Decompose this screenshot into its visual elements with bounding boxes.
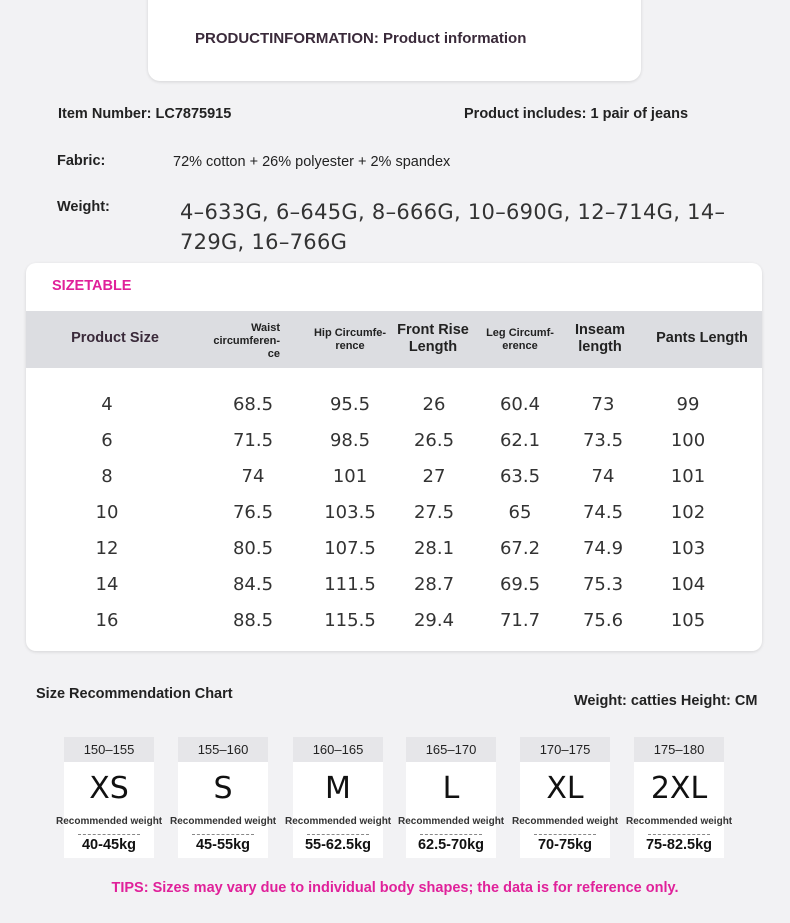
size-card-xl xyxy=(512,737,619,858)
size-letter: L xyxy=(442,771,460,806)
size-weight-range: 40-45kg xyxy=(81,837,136,853)
size-card-xs xyxy=(56,737,163,858)
table-cell-waist: 68.5 xyxy=(232,394,274,415)
size-card-body xyxy=(398,762,505,858)
table-cell-leg: 65 xyxy=(508,502,532,523)
table-cell-waist: 84.5 xyxy=(232,574,274,595)
size-height-range: 170–175 xyxy=(520,737,610,762)
fabric-label: Fabric: xyxy=(57,153,106,169)
size-height-range: 175–180 xyxy=(634,737,724,762)
header-waist: Waist circumferen-ce xyxy=(213,322,280,360)
size-height-range: 150–155 xyxy=(64,737,154,762)
size-card-2xl xyxy=(626,737,733,858)
size-weight-range: 70-75kg xyxy=(537,837,592,853)
table-cell-inseam: 74.5 xyxy=(582,502,624,523)
recommended-weight-label: Recommended weight xyxy=(626,816,733,827)
size-letter: XS xyxy=(89,771,129,806)
size-card-l xyxy=(398,737,505,858)
size-weight-range: 45-55kg xyxy=(195,837,250,853)
table-cell-leg: 69.5 xyxy=(499,574,541,595)
table-cell-rise: 27.5 xyxy=(413,502,455,523)
recommended-weight-label: Recommended weight xyxy=(398,816,505,827)
size-card-body xyxy=(626,762,733,858)
recommended-weight-label: Recommended weight xyxy=(285,816,392,827)
table-cell-hip: 101 xyxy=(332,466,368,487)
size-table-header xyxy=(26,311,762,368)
product-info-title xyxy=(195,30,526,47)
table-cell-hip: 107.5 xyxy=(324,538,376,559)
table-cell-hip: 98.5 xyxy=(329,430,371,451)
tips-text: TIPS: Sizes may vary due to individual body shapes; the data is for reference only. xyxy=(111,880,679,896)
size-card-m xyxy=(285,737,392,858)
table-cell-size: 16 xyxy=(95,610,119,631)
dashed-divider xyxy=(420,834,482,835)
header-pants-length: Pants Length xyxy=(656,330,748,346)
table-cell-hip: 115.5 xyxy=(324,610,376,631)
size-height-range: 160–165 xyxy=(293,737,383,762)
dashed-divider xyxy=(192,834,254,835)
recommendation-units: Weight: catties Height: CM xyxy=(574,693,758,709)
table-cell-inseam: 73.5 xyxy=(582,430,624,451)
product-includes-value: 1 pair of jeans xyxy=(590,106,689,122)
size-weight-range: 55-62.5kg xyxy=(304,837,372,853)
recommended-weight-label: Recommended weight xyxy=(56,816,163,827)
product-includes-label: Product includes: xyxy=(464,106,587,122)
size-card-body xyxy=(56,762,163,858)
table-cell-size: 8 xyxy=(101,466,113,487)
table-cell-pants: 102 xyxy=(670,502,706,523)
table-cell-pants: 104 xyxy=(670,574,706,595)
recommended-weight-label: Recommended weight xyxy=(170,816,277,827)
table-cell-leg: 63.5 xyxy=(499,466,541,487)
table-cell-inseam: 75.6 xyxy=(582,610,624,631)
weight-value: 4–633G, 6–645G, 8–666G, 10–690G, 12–714G, 14–729G, 16–766G xyxy=(180,200,726,254)
size-card-body xyxy=(285,762,392,858)
table-cell-leg: 60.4 xyxy=(499,394,541,415)
size-height-range: 165–170 xyxy=(406,737,496,762)
recommended-weight-label: Recommended weight xyxy=(512,816,619,827)
dashed-divider xyxy=(534,834,596,835)
table-cell-size: 6 xyxy=(101,430,113,451)
size-card-s xyxy=(170,737,277,858)
header-front-rise: Front Rise Length xyxy=(397,322,469,355)
table-cell-waist: 74 xyxy=(241,466,265,487)
table-cell-leg: 71.7 xyxy=(499,610,541,631)
size-letter: 2XL xyxy=(650,771,708,806)
table-cell-inseam: 74 xyxy=(591,466,615,487)
header-product-size: Product Size xyxy=(71,330,159,346)
size-letter: M xyxy=(325,771,351,806)
table-cell-inseam: 75.3 xyxy=(582,574,624,595)
table-cell-size: 4 xyxy=(101,394,113,415)
table-cell-size: 12 xyxy=(95,538,119,559)
table-cell-hip: 111.5 xyxy=(324,574,376,595)
size-table-title: SIZETABLE xyxy=(52,278,132,294)
product-info-title-a: PRODUCTINFORMATION: xyxy=(195,30,379,47)
table-cell-leg: 62.1 xyxy=(499,430,541,451)
table-cell-hip: 95.5 xyxy=(329,394,371,415)
header-leg: Leg Circumf-erence xyxy=(486,327,554,352)
table-cell-pants: 103 xyxy=(670,538,706,559)
header-inseam: Inseam length xyxy=(575,322,625,355)
dashed-divider xyxy=(78,834,140,835)
table-cell-rise: 26.5 xyxy=(413,430,455,451)
item-number xyxy=(58,106,231,122)
table-cell-leg: 67.2 xyxy=(499,538,541,559)
table-cell-size: 14 xyxy=(95,574,119,595)
table-cell-pants: 99 xyxy=(676,394,700,415)
table-cell-rise: 28.1 xyxy=(413,538,455,559)
dashed-divider xyxy=(648,834,710,835)
table-cell-inseam: 74.9 xyxy=(582,538,624,559)
table-cell-waist: 76.5 xyxy=(232,502,274,523)
table-cell-size: 10 xyxy=(95,502,119,523)
weight-label: Weight: xyxy=(57,199,110,215)
table-cell-hip: 103.5 xyxy=(324,502,376,523)
size-card-body xyxy=(170,762,277,858)
dashed-divider xyxy=(307,834,369,835)
size-card-body xyxy=(512,762,619,858)
header-hip: Hip Circumfe-rence xyxy=(313,327,387,352)
table-cell-rise: 28.7 xyxy=(413,574,455,595)
size-weight-range: 75-82.5kg xyxy=(645,837,713,853)
item-number-value: LC7875915 xyxy=(155,106,232,122)
item-number-label: Item Number: xyxy=(58,106,152,122)
size-height-range: 155–160 xyxy=(178,737,268,762)
table-cell-pants: 101 xyxy=(670,466,706,487)
table-cell-inseam: 73 xyxy=(591,394,615,415)
recommendation-title: Size Recommendation Chart xyxy=(36,686,233,702)
table-cell-rise: 29.4 xyxy=(413,610,455,631)
table-cell-rise: 27 xyxy=(422,466,446,487)
product-includes xyxy=(464,106,688,122)
size-letter: S xyxy=(213,771,233,806)
table-cell-rise: 26 xyxy=(422,394,446,415)
size-table-card xyxy=(26,263,762,651)
size-weight-range: 62.5-70kg xyxy=(417,837,485,853)
table-cell-waist: 80.5 xyxy=(232,538,274,559)
fabric-value: 72% cotton + 26% polyester + 2% spandex xyxy=(173,154,451,170)
size-letter: XL xyxy=(546,771,584,806)
table-cell-pants: 105 xyxy=(670,610,706,631)
table-cell-waist: 88.5 xyxy=(232,610,274,631)
table-cell-pants: 100 xyxy=(670,430,706,451)
product-info-title-b: Product information xyxy=(383,30,527,47)
table-cell-waist: 71.5 xyxy=(232,430,274,451)
